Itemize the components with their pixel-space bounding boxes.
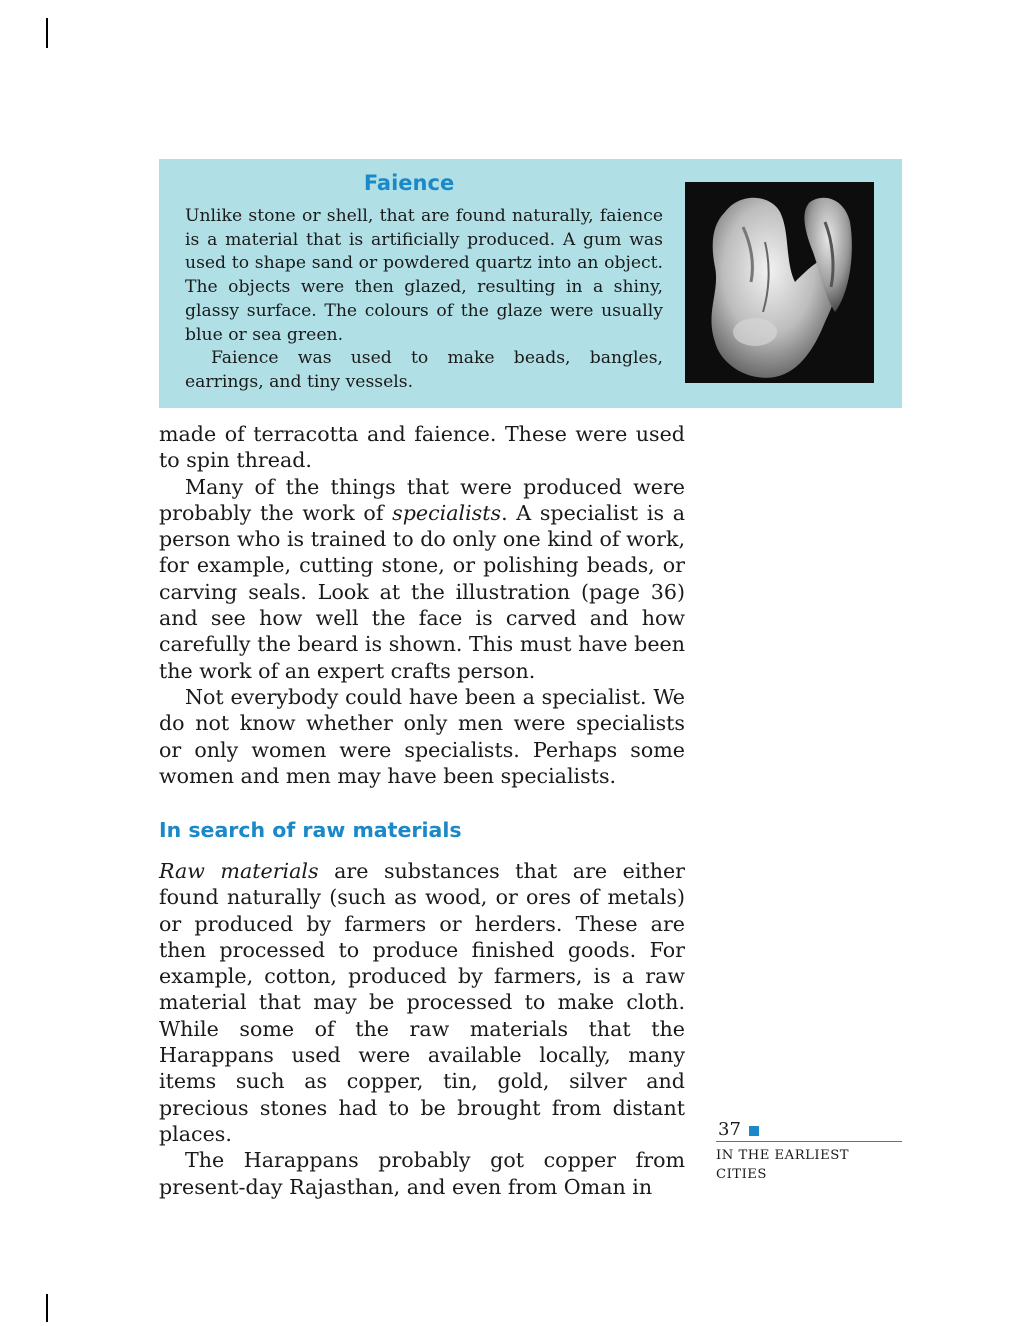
body-paragraph: made of terracotta and faience. These were used to spin thread.: [159, 422, 685, 473]
text-run: Many of the things that were produced were probably the work of: [159, 474, 685, 525]
faience-info-box: [159, 159, 902, 408]
section-heading: In search of raw materials: [159, 818, 462, 842]
page-number: 37: [718, 1119, 741, 1140]
crop-mark-top: [46, 18, 48, 48]
footer-rule: [716, 1141, 902, 1142]
faience-object-photo: [685, 182, 874, 383]
emphasis-specialists: specialists: [392, 500, 502, 525]
body-paragraph-specialists: [159, 474, 685, 684]
crop-mark-bottom: [46, 1294, 48, 1322]
body-paragraph: The Harappans probably got copper from present-day Rajasthan, and even from Oman in: [159, 1148, 685, 1199]
running-head-line: CITIES: [716, 1167, 767, 1182]
emphasis-raw-materials: Raw materials: [159, 859, 319, 883]
text-run: are substances that are either found naturally (such as wood, or ores of metals) or produced by farmers or herders. These are then processed to produce finished goods. For example, cotton, produced by farmers, is a raw material that may be processed to make cloth. While some of the raw materials that the Harappans used were available locally, many items such as copper, tin, gold, silver and precious stones had to be brought from distant places.: [159, 859, 685, 1146]
body-paragraph: Not everybody could have been a specialist. We do not know whether only men were specialists or only women were specialists. Perhaps some women and men may have been specialists.: [159, 684, 685, 788]
faience-paragraph: Faience was used to make beads, bangles, earrings, and tiny vessels.: [185, 348, 663, 392]
main-text-column-upper: [159, 421, 685, 789]
faience-box-title: Faience: [363, 171, 455, 195]
faience-object-image: [685, 182, 874, 383]
running-head-line: IN THE EARLIEST: [716, 1148, 850, 1163]
faience-paragraph: Unlike stone or shell, that are found naturally, faience is a material that is artificially produced. A gum was used to shape sand or powdered quartz into an object. The objects were then glazed, resulting in a shiny, glassy surface. The colours of the glaze were usually blue or sea green.: [185, 206, 663, 345]
text-run: . A specialist is a person who is trained to do only one kind of work, for example, cutting stone, or polishing beads, or carving seals. Look at the illustration (page 36) and see how well the face is carved and how carefully the beard is shown. This must have been the work of an expert crafts person.: [159, 500, 686, 683]
faience-box-text: [185, 205, 663, 395]
main-text-column-lower: [159, 858, 685, 1200]
page-marker-square: [749, 1126, 759, 1136]
body-paragraph-raw-materials: [159, 858, 685, 1147]
running-head: [716, 1146, 886, 1184]
